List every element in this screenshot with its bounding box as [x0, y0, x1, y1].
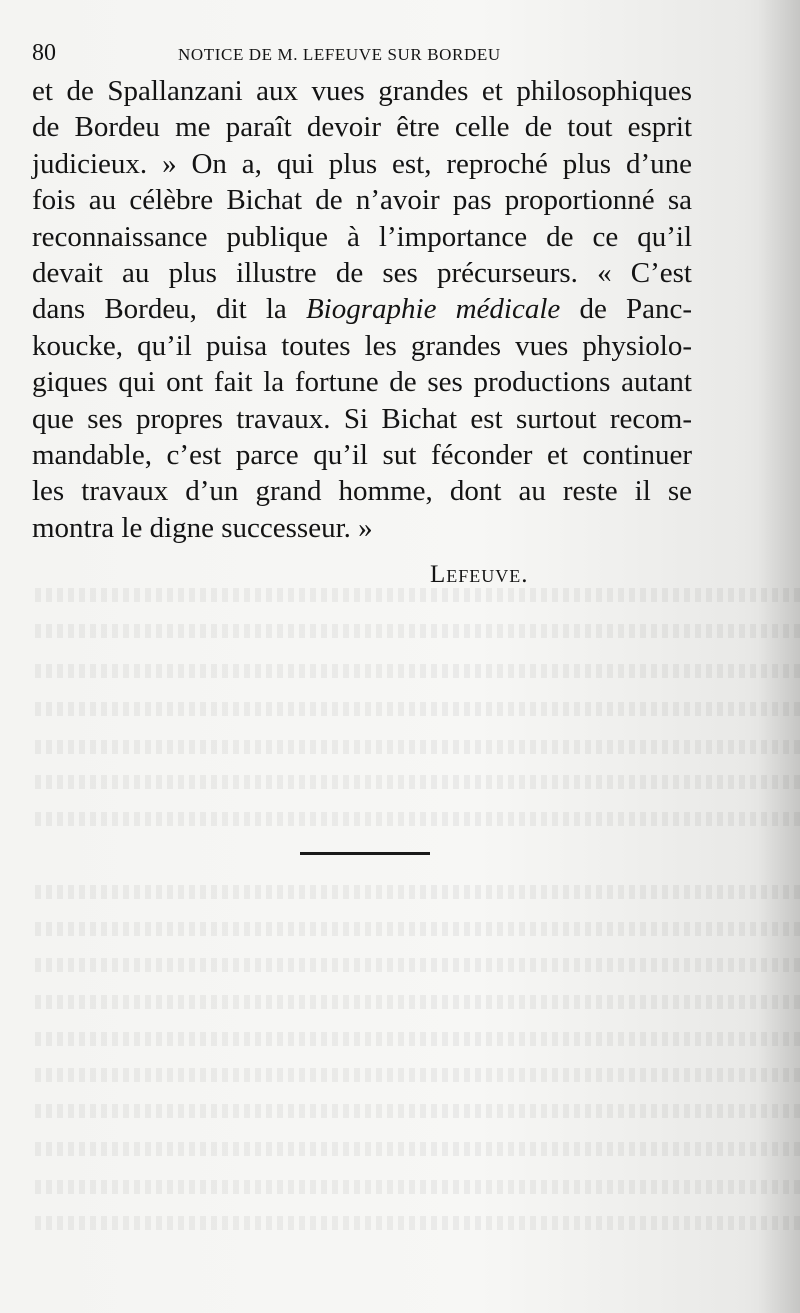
page-number: 80 [32, 40, 56, 66]
text-line: montra le digne successeur. » [32, 511, 373, 544]
bleed-through-line [30, 1142, 800, 1156]
bleed-through-line [30, 958, 800, 972]
bleed-through-line [30, 1216, 800, 1230]
text-line: de Bordeu me paraît devoir être celle de tout esprit [32, 111, 692, 144]
text-line: koucke, qu’il puisa toutes les grandes vues physiolo- [32, 329, 692, 362]
bleed-through-line [30, 624, 800, 638]
text-line: et de Spallanzani aux vues grandes et philosophiques [32, 75, 692, 107]
bleed-through-line [30, 922, 800, 936]
bleed-through-line [30, 1180, 800, 1194]
bleed-through-line [30, 740, 800, 754]
bleed-through-line [30, 1068, 800, 1082]
section-rule [300, 852, 430, 855]
italic-title: Biographie médicale [305, 293, 561, 326]
text-line: que ses propres travaux. Si Bichat est surtout recom- [32, 402, 692, 435]
text-line: judicieux. » On a, qui plus est, reproché plus d’une [32, 147, 692, 180]
body-paragraph [32, 73, 692, 546]
bleed-through-line [30, 588, 800, 602]
bleed-through-line [30, 775, 800, 789]
author-signature: Lefeuve. [430, 561, 529, 588]
bleed-through-line [30, 1032, 800, 1046]
text-line: fois au célèbre Bichat de n’avoir pas proportionné sa [32, 184, 692, 217]
text-line: les travaux d’un grand homme, dont au reste il se [32, 475, 692, 508]
text-line: mandable, c’est parce qu’il sut féconder et continuer [32, 438, 692, 471]
page-edge-shadow [758, 0, 800, 1313]
page-header [32, 40, 692, 70]
text-line: dans Bordeu, dit la Biographie médicale de Panc- [32, 293, 692, 326]
running-head: NOTICE DE M. LEFEUVE SUR BORDEU [178, 45, 501, 64]
bleed-through-line [30, 702, 800, 716]
text-line: reconnaissance publique à l’importance de ce qu’il [32, 220, 692, 253]
bleed-through-line [30, 1104, 800, 1118]
bleed-through-line [30, 995, 800, 1009]
text-line: devait au plus illustre de ses précurseurs. « C’est [32, 256, 692, 289]
bleed-through-line [30, 885, 800, 899]
bleed-through-line [30, 664, 800, 678]
text-line: giques qui ont fait la fortune de ses productions autant [32, 366, 692, 399]
bleed-through-line [30, 812, 800, 826]
